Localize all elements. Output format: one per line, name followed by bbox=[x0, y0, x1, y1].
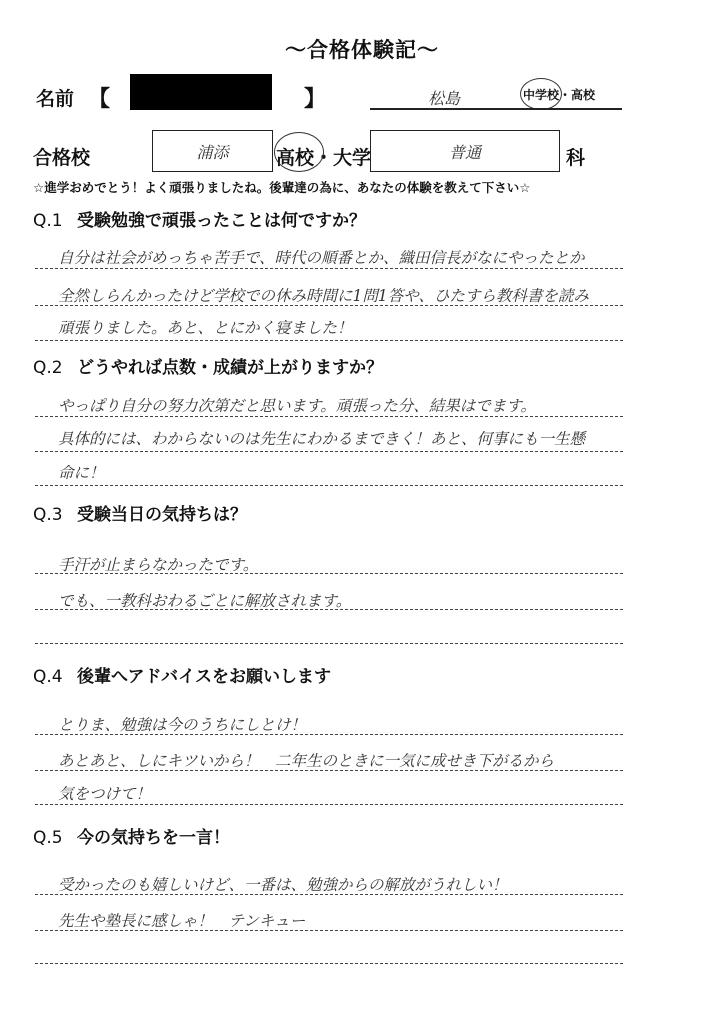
answer-line: 気をつけて！ bbox=[58, 785, 152, 803]
answer-rule bbox=[35, 734, 623, 735]
answer-rule bbox=[35, 770, 623, 771]
school-value: 浦添 bbox=[196, 142, 229, 162]
answer-rule bbox=[35, 894, 623, 895]
question-3 bbox=[33, 500, 247, 525]
question-number: Q.1 bbox=[33, 211, 63, 231]
answer-rule bbox=[35, 573, 623, 574]
answer-line: 頑張りました。あと、とにかく寝ました！ bbox=[58, 319, 353, 337]
answer-line: 自分は社会がめっちゃ苦手で、時代の順番とか、織田信長がなにやったとか bbox=[58, 249, 585, 267]
answer-line: とりま、勉強は今のうちにしとけ！ bbox=[58, 716, 307, 734]
answer-line: 全然しらんかったけど学校での休み時間に1問1答や、ひたすら教科書を読み bbox=[58, 287, 589, 305]
answer-line: でも、一教科おわるごとに解放されます。 bbox=[58, 592, 352, 610]
question-text: 受験当日の気持ちは？ bbox=[77, 505, 247, 525]
question-text: 受験勉強で頑張ったことは何ですか？ bbox=[77, 211, 366, 231]
answer-rule bbox=[35, 305, 623, 306]
school-type-label: 高校・大学 bbox=[276, 147, 372, 169]
answer-rule bbox=[35, 643, 623, 644]
name-bracket-close: 】 bbox=[304, 87, 327, 112]
answer-line: 命に！ bbox=[58, 464, 105, 482]
answer-line: あとあと、しにキツいから！ 二年生のときに一気に成せき下がるから bbox=[58, 752, 555, 770]
page-title: 〜合格体験記〜 bbox=[285, 38, 439, 62]
passed-school-label: 合格校 bbox=[33, 147, 91, 169]
question-number: Q.2 bbox=[33, 358, 63, 378]
answer-line: 受かったのも嬉しいけど、一番は、勉強からの解放がうれしい！ bbox=[58, 876, 508, 894]
course-value: 普通 bbox=[448, 142, 481, 162]
answer-rule bbox=[35, 268, 623, 269]
question-number: Q.4 bbox=[33, 667, 63, 687]
question-number: Q.5 bbox=[33, 828, 63, 848]
name-bracket-open: 【 bbox=[88, 87, 111, 112]
answer-rule bbox=[35, 963, 623, 964]
course-field bbox=[370, 130, 560, 172]
answer-rule bbox=[35, 340, 623, 341]
answer-line: 具体的には、わからないのは先生にわかるまできく！あと、何事にも一生懸 bbox=[58, 430, 586, 448]
answer-rule bbox=[35, 609, 623, 610]
school-handwritten: 松島 bbox=[428, 89, 461, 108]
question-4 bbox=[33, 662, 331, 687]
intro-text: ☆進学おめでとう！よく頑張りましたね。後輩達の為に、あなたの体験を教えて下さい☆ bbox=[33, 180, 531, 195]
junior-high-circle bbox=[520, 78, 562, 110]
question-text: 今の気持ちを一言！ bbox=[77, 828, 230, 848]
name-underline bbox=[370, 108, 622, 110]
high-school-circle bbox=[274, 132, 324, 172]
answer-rule bbox=[35, 416, 623, 417]
name-label: 名前 bbox=[36, 88, 75, 110]
answer-line: 先生や塾長に感しゃ！ テンキュー bbox=[58, 912, 306, 930]
answer-rule bbox=[35, 485, 623, 486]
question-1 bbox=[33, 206, 366, 231]
course-suffix: 科 bbox=[566, 147, 586, 169]
question-number: Q.3 bbox=[33, 505, 63, 525]
question-text: どうやれば点数・成績が上がりますか？ bbox=[77, 358, 383, 378]
answer-rule bbox=[35, 930, 623, 931]
redacted-name bbox=[130, 74, 272, 110]
question-2 bbox=[33, 353, 383, 378]
question-5 bbox=[33, 823, 230, 848]
school-field bbox=[152, 130, 273, 172]
answer-rule bbox=[35, 451, 623, 452]
answer-rule bbox=[35, 804, 623, 805]
question-text: 後輩へアドバイスをお願いします bbox=[77, 667, 331, 687]
answer-line: やっぱり自分の努力次第だと思います。頑張った分、結果はでます。 bbox=[58, 397, 537, 415]
school-type-name: 中学校・高校 bbox=[523, 88, 596, 102]
answer-line: 手汗が止まらなかったです。 bbox=[58, 556, 259, 574]
